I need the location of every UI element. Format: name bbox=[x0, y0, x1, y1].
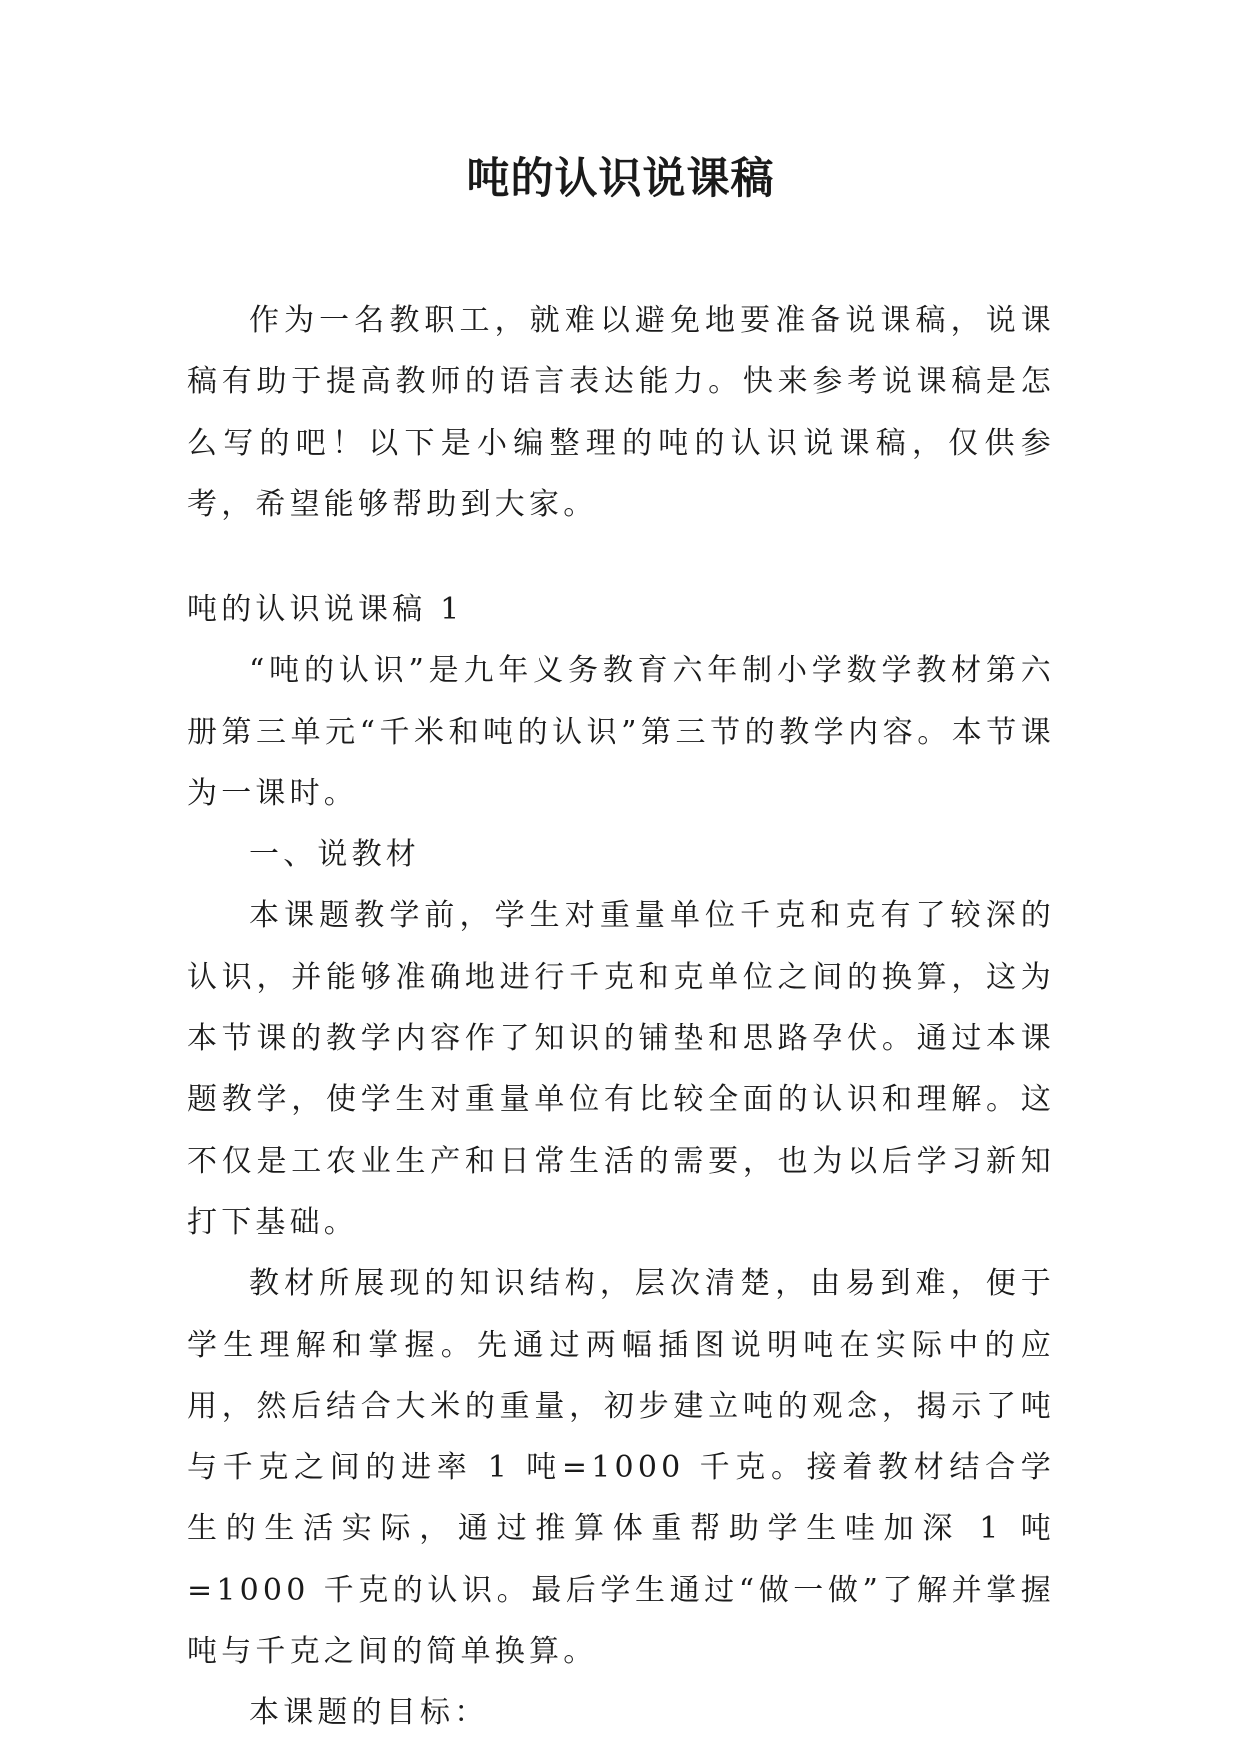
section-block bbox=[187, 579, 1055, 1744]
body-paragraph-2: 本课题教学前，学生对重量单位千克和克有了较深的认识，并能够准确地进行千克和克单位之间的换算，这为本节课的教学内容作了知识的铺垫和思路孕伏。通过本课题教学，使学生对重量单位有比较全面的认识和理解。这不仅是工农业生产和日常生活的需要，也为以后学习新知打下基础。 bbox=[187, 898, 1055, 1240]
body-paragraph-1: “吨的认识”是九年义务教育六年制小学数学教材第六册第三单元“千米和吨的认识”第三节的教学内容。本节课为一课时。 bbox=[187, 653, 1055, 811]
intro-paragraph: 作为一名教职工，就难以避免地要准备说课稿，说课稿有助于提高教师的语言表达能力。快来参考说课稿是怎么写的吧！以下是小编整理的吨的认识说课稿，仅供参考，希望能够帮助到大家。 bbox=[187, 303, 1055, 522]
document-title: 吨的认识说课稿 bbox=[466, 154, 775, 204]
intro-block bbox=[187, 290, 1055, 535]
section-heading: 吨的认识说课稿 1 bbox=[187, 592, 464, 627]
body-paragraph-3: 教材所展现的知识结构，层次清楚，由易到难，便于学生理解和掌握。先通过两幅插图说明吨在实际中的应用，然后结合大米的重量，初步建立吨的观念，揭示了吨与千克之间的进率 1 吨=1000 千克。接着教材结合学生的生活实际，通过推算体重帮助学生哇加深 1 吨=1000 千克的认识。最后学生通过“做一做”了解并掌握吨与千克之间的简单换算。 bbox=[187, 1266, 1055, 1670]
subsection-heading-textbook: 一、说教材 bbox=[249, 837, 420, 873]
objectives-heading: 本课题的目标： bbox=[249, 1695, 489, 1731]
